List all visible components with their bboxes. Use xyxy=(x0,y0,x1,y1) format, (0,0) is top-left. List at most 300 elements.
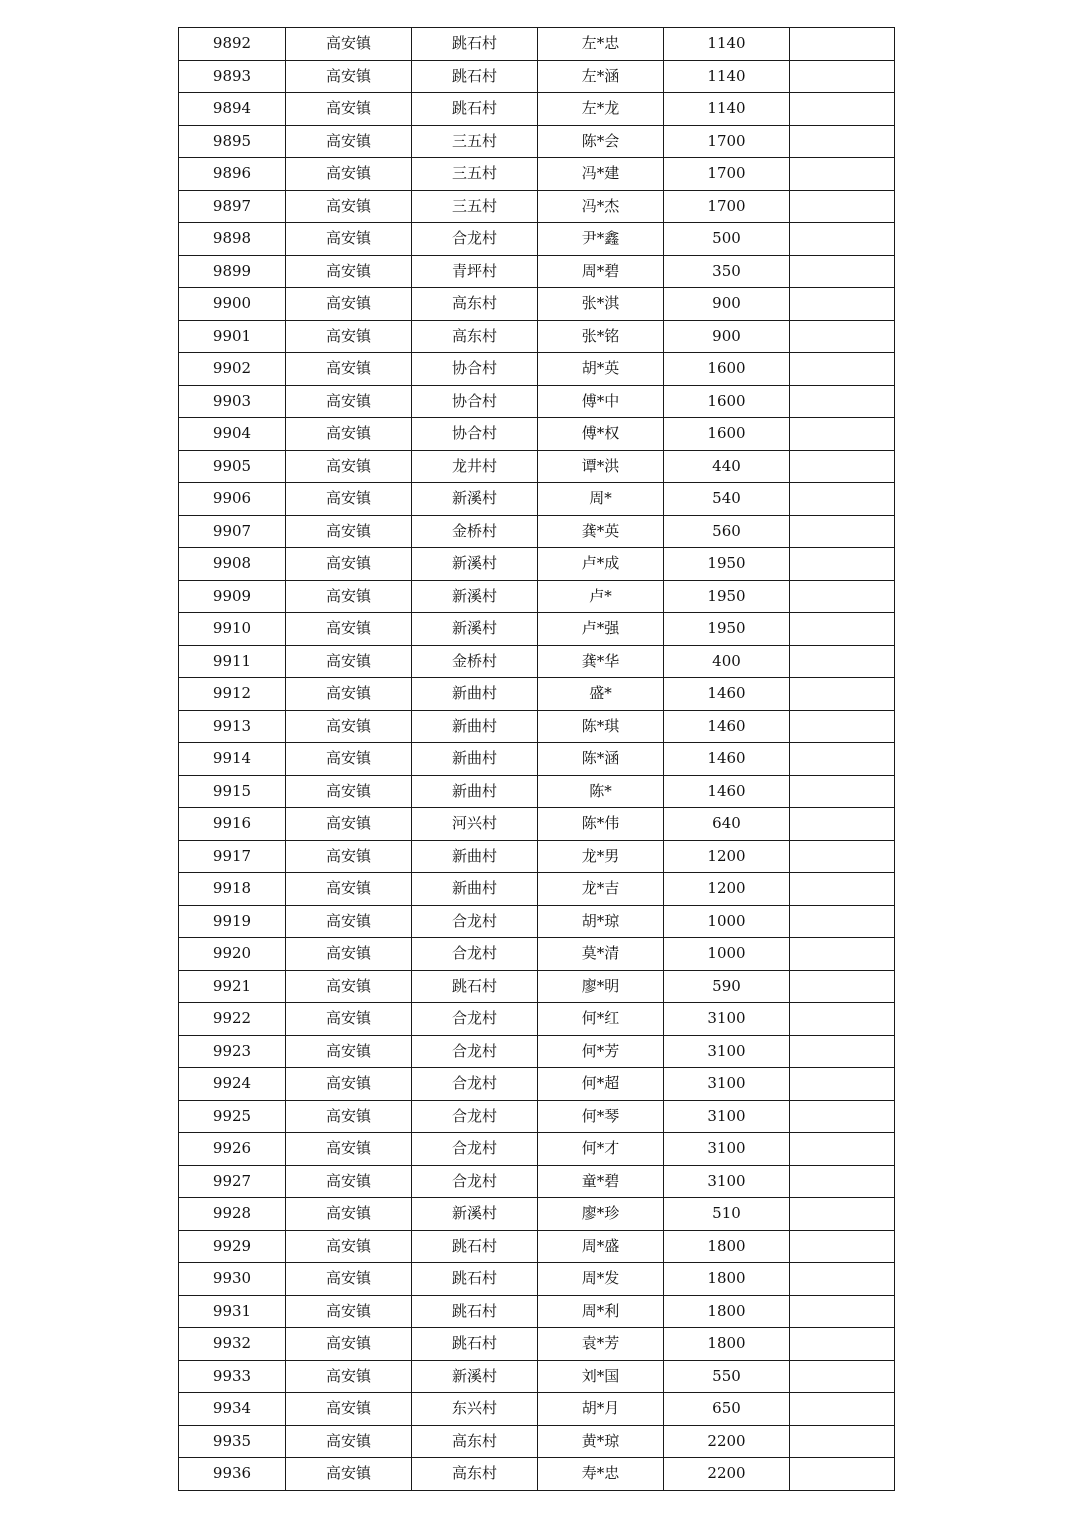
cell-note xyxy=(790,1295,895,1328)
table-row xyxy=(179,873,895,906)
cell-town: 高安镇 xyxy=(286,353,412,386)
cell-village: 金桥村 xyxy=(412,515,538,548)
cell-village: 高东村 xyxy=(412,1458,538,1491)
cell-name: 左*涵 xyxy=(538,60,664,93)
table-row xyxy=(179,743,895,776)
cell-name: 陈*会 xyxy=(538,125,664,158)
cell-town: 高安镇 xyxy=(286,613,412,646)
cell-amount: 3100 xyxy=(664,1100,790,1133)
cell-village: 新曲村 xyxy=(412,840,538,873)
cell-serial-number: 9920 xyxy=(179,938,286,971)
table-row xyxy=(179,970,895,1003)
cell-village: 青坪村 xyxy=(412,255,538,288)
cell-name: 龙*吉 xyxy=(538,873,664,906)
cell-amount: 900 xyxy=(664,288,790,321)
cell-amount: 1460 xyxy=(664,775,790,808)
cell-note xyxy=(790,970,895,1003)
cell-town: 高安镇 xyxy=(286,1360,412,1393)
cell-village: 新曲村 xyxy=(412,710,538,743)
cell-village: 高东村 xyxy=(412,320,538,353)
cell-serial-number: 9897 xyxy=(179,190,286,223)
table-row xyxy=(179,1425,895,1458)
cell-village: 跳石村 xyxy=(412,1230,538,1263)
cell-village: 新曲村 xyxy=(412,775,538,808)
cell-serial-number: 9924 xyxy=(179,1068,286,1101)
cell-town: 高安镇 xyxy=(286,548,412,581)
cell-serial-number: 9915 xyxy=(179,775,286,808)
cell-note xyxy=(790,678,895,711)
cell-amount: 3100 xyxy=(664,1068,790,1101)
cell-name: 左*龙 xyxy=(538,93,664,126)
cell-town: 高安镇 xyxy=(286,320,412,353)
cell-village: 东兴村 xyxy=(412,1393,538,1426)
cell-town: 高安镇 xyxy=(286,190,412,223)
cell-village: 合龙村 xyxy=(412,1035,538,1068)
cell-note xyxy=(790,353,895,386)
table-row xyxy=(179,1458,895,1491)
cell-name: 周*利 xyxy=(538,1295,664,1328)
cell-amount: 440 xyxy=(664,450,790,483)
cell-note xyxy=(790,580,895,613)
cell-name: 胡*英 xyxy=(538,353,664,386)
cell-serial-number: 9926 xyxy=(179,1133,286,1166)
cell-name: 左*忠 xyxy=(538,28,664,61)
cell-note xyxy=(790,1198,895,1231)
cell-name: 廖*珍 xyxy=(538,1198,664,1231)
cell-serial-number: 9934 xyxy=(179,1393,286,1426)
cell-note xyxy=(790,60,895,93)
cell-amount: 400 xyxy=(664,645,790,678)
cell-amount: 1460 xyxy=(664,678,790,711)
cell-amount: 1950 xyxy=(664,580,790,613)
cell-note xyxy=(790,385,895,418)
cell-note xyxy=(790,1035,895,1068)
table-row xyxy=(179,1198,895,1231)
cell-note xyxy=(790,1425,895,1458)
cell-town: 高安镇 xyxy=(286,710,412,743)
cell-village: 合龙村 xyxy=(412,223,538,256)
cell-amount: 510 xyxy=(664,1198,790,1231)
cell-note xyxy=(790,1165,895,1198)
cell-note xyxy=(790,548,895,581)
cell-town: 高安镇 xyxy=(286,1295,412,1328)
cell-serial-number: 9919 xyxy=(179,905,286,938)
cell-village: 协合村 xyxy=(412,418,538,451)
cell-village: 跳石村 xyxy=(412,970,538,1003)
cell-serial-number: 9921 xyxy=(179,970,286,1003)
cell-name: 冯*杰 xyxy=(538,190,664,223)
cell-name: 何*琴 xyxy=(538,1100,664,1133)
cell-town: 高安镇 xyxy=(286,385,412,418)
cell-amount: 1000 xyxy=(664,905,790,938)
cell-town: 高安镇 xyxy=(286,743,412,776)
cell-serial-number: 9927 xyxy=(179,1165,286,1198)
table-row xyxy=(179,808,895,841)
cell-town: 高安镇 xyxy=(286,288,412,321)
cell-serial-number: 9930 xyxy=(179,1263,286,1296)
cell-name: 龚*英 xyxy=(538,515,664,548)
cell-note xyxy=(790,320,895,353)
cell-amount: 1700 xyxy=(664,125,790,158)
cell-serial-number: 9933 xyxy=(179,1360,286,1393)
cell-amount: 1600 xyxy=(664,418,790,451)
cell-name: 尹*鑫 xyxy=(538,223,664,256)
cell-serial-number: 9909 xyxy=(179,580,286,613)
cell-note xyxy=(790,743,895,776)
table-row xyxy=(179,515,895,548)
cell-serial-number: 9893 xyxy=(179,60,286,93)
table-body xyxy=(179,28,895,1491)
cell-town: 高安镇 xyxy=(286,60,412,93)
cell-amount: 640 xyxy=(664,808,790,841)
cell-note xyxy=(790,1230,895,1263)
cell-town: 高安镇 xyxy=(286,1035,412,1068)
cell-name: 陈* xyxy=(538,775,664,808)
cell-village: 跳石村 xyxy=(412,1263,538,1296)
cell-amount: 3100 xyxy=(664,1133,790,1166)
cell-note xyxy=(790,775,895,808)
cell-serial-number: 9898 xyxy=(179,223,286,256)
cell-serial-number: 9908 xyxy=(179,548,286,581)
cell-note xyxy=(790,255,895,288)
cell-amount: 1460 xyxy=(664,710,790,743)
cell-note xyxy=(790,1328,895,1361)
cell-name: 袁*芳 xyxy=(538,1328,664,1361)
cell-name: 黄*琼 xyxy=(538,1425,664,1458)
cell-name: 卢* xyxy=(538,580,664,613)
cell-town: 高安镇 xyxy=(286,1425,412,1458)
cell-serial-number: 9923 xyxy=(179,1035,286,1068)
table-row xyxy=(179,1165,895,1198)
cell-village: 跳石村 xyxy=(412,93,538,126)
cell-serial-number: 9903 xyxy=(179,385,286,418)
cell-amount: 1200 xyxy=(664,873,790,906)
cell-village: 金桥村 xyxy=(412,645,538,678)
cell-name: 廖*明 xyxy=(538,970,664,1003)
cell-serial-number: 9917 xyxy=(179,840,286,873)
cell-village: 合龙村 xyxy=(412,938,538,971)
table-row xyxy=(179,710,895,743)
cell-town: 高安镇 xyxy=(286,1165,412,1198)
table-row xyxy=(179,353,895,386)
cell-serial-number: 9925 xyxy=(179,1100,286,1133)
cell-amount: 540 xyxy=(664,483,790,516)
cell-village: 河兴村 xyxy=(412,808,538,841)
cell-note xyxy=(790,873,895,906)
cell-amount: 1140 xyxy=(664,60,790,93)
cell-amount: 560 xyxy=(664,515,790,548)
cell-note xyxy=(790,905,895,938)
cell-name: 谭*洪 xyxy=(538,450,664,483)
cell-village: 新溪村 xyxy=(412,580,538,613)
cell-amount: 3100 xyxy=(664,1165,790,1198)
cell-village: 新溪村 xyxy=(412,483,538,516)
table-row xyxy=(179,288,895,321)
cell-village: 合龙村 xyxy=(412,1165,538,1198)
cell-name: 张*淇 xyxy=(538,288,664,321)
table-row xyxy=(179,223,895,256)
data-table xyxy=(178,27,895,1491)
cell-serial-number: 9895 xyxy=(179,125,286,158)
cell-serial-number: 9907 xyxy=(179,515,286,548)
cell-name: 张*铭 xyxy=(538,320,664,353)
table-row xyxy=(179,1003,895,1036)
cell-serial-number: 9918 xyxy=(179,873,286,906)
cell-town: 高安镇 xyxy=(286,970,412,1003)
cell-name: 莫*清 xyxy=(538,938,664,971)
cell-amount: 1950 xyxy=(664,613,790,646)
cell-name: 陈*涵 xyxy=(538,743,664,776)
table-row xyxy=(179,190,895,223)
cell-serial-number: 9901 xyxy=(179,320,286,353)
table-row xyxy=(179,158,895,191)
cell-note xyxy=(790,938,895,971)
cell-town: 高安镇 xyxy=(286,580,412,613)
table-row xyxy=(179,385,895,418)
table-row xyxy=(179,483,895,516)
cell-name: 盛* xyxy=(538,678,664,711)
cell-serial-number: 9935 xyxy=(179,1425,286,1458)
cell-serial-number: 9900 xyxy=(179,288,286,321)
cell-village: 协合村 xyxy=(412,385,538,418)
cell-village: 新曲村 xyxy=(412,873,538,906)
cell-note xyxy=(790,808,895,841)
cell-note xyxy=(790,223,895,256)
cell-town: 高安镇 xyxy=(286,938,412,971)
cell-note xyxy=(790,515,895,548)
cell-serial-number: 9896 xyxy=(179,158,286,191)
cell-village: 三五村 xyxy=(412,190,538,223)
table-row xyxy=(179,580,895,613)
cell-amount: 2200 xyxy=(664,1458,790,1491)
cell-serial-number: 9905 xyxy=(179,450,286,483)
cell-town: 高安镇 xyxy=(286,125,412,158)
cell-town: 高安镇 xyxy=(286,28,412,61)
cell-note xyxy=(790,190,895,223)
table-row xyxy=(179,60,895,93)
cell-village: 新溪村 xyxy=(412,1198,538,1231)
cell-note xyxy=(790,93,895,126)
cell-village: 合龙村 xyxy=(412,1100,538,1133)
cell-note xyxy=(790,1458,895,1491)
cell-amount: 1460 xyxy=(664,743,790,776)
table-row xyxy=(179,678,895,711)
cell-serial-number: 9929 xyxy=(179,1230,286,1263)
cell-town: 高安镇 xyxy=(286,840,412,873)
cell-village: 合龙村 xyxy=(412,1003,538,1036)
cell-village: 跳石村 xyxy=(412,1295,538,1328)
table-row xyxy=(179,1035,895,1068)
cell-town: 高安镇 xyxy=(286,1393,412,1426)
cell-amount: 2200 xyxy=(664,1425,790,1458)
table-row xyxy=(179,905,895,938)
cell-serial-number: 9916 xyxy=(179,808,286,841)
table-row xyxy=(179,1360,895,1393)
table-row xyxy=(179,548,895,581)
cell-name: 刘*国 xyxy=(538,1360,664,1393)
cell-town: 高安镇 xyxy=(286,905,412,938)
cell-town: 高安镇 xyxy=(286,483,412,516)
cell-village: 跳石村 xyxy=(412,1328,538,1361)
cell-town: 高安镇 xyxy=(286,1230,412,1263)
cell-note xyxy=(790,613,895,646)
cell-amount: 590 xyxy=(664,970,790,1003)
cell-note xyxy=(790,288,895,321)
cell-serial-number: 9892 xyxy=(179,28,286,61)
cell-note xyxy=(790,450,895,483)
cell-town: 高安镇 xyxy=(286,1458,412,1491)
cell-town: 高安镇 xyxy=(286,223,412,256)
table-row xyxy=(179,1133,895,1166)
cell-serial-number: 9911 xyxy=(179,645,286,678)
cell-name: 何*超 xyxy=(538,1068,664,1101)
cell-town: 高安镇 xyxy=(286,158,412,191)
cell-amount: 1600 xyxy=(664,385,790,418)
cell-name: 周*盛 xyxy=(538,1230,664,1263)
cell-amount: 1700 xyxy=(664,190,790,223)
cell-village: 新曲村 xyxy=(412,743,538,776)
cell-amount: 1200 xyxy=(664,840,790,873)
cell-amount: 1000 xyxy=(664,938,790,971)
table-row xyxy=(179,1393,895,1426)
cell-town: 高安镇 xyxy=(286,418,412,451)
cell-serial-number: 9932 xyxy=(179,1328,286,1361)
cell-serial-number: 9904 xyxy=(179,418,286,451)
cell-note xyxy=(790,645,895,678)
table-row xyxy=(179,255,895,288)
table-row xyxy=(179,938,895,971)
table-row xyxy=(179,320,895,353)
cell-town: 高安镇 xyxy=(286,775,412,808)
cell-note xyxy=(790,125,895,158)
cell-amount: 1600 xyxy=(664,353,790,386)
cell-town: 高安镇 xyxy=(286,645,412,678)
cell-name: 陈*琪 xyxy=(538,710,664,743)
cell-amount: 1140 xyxy=(664,28,790,61)
table-row xyxy=(179,1230,895,1263)
cell-village: 新溪村 xyxy=(412,548,538,581)
cell-village: 三五村 xyxy=(412,125,538,158)
table-row xyxy=(179,645,895,678)
cell-town: 高安镇 xyxy=(286,1068,412,1101)
cell-serial-number: 9922 xyxy=(179,1003,286,1036)
cell-serial-number: 9899 xyxy=(179,255,286,288)
cell-amount: 3100 xyxy=(664,1035,790,1068)
cell-village: 三五村 xyxy=(412,158,538,191)
cell-name: 周* xyxy=(538,483,664,516)
cell-name: 周*发 xyxy=(538,1263,664,1296)
table-row xyxy=(179,1100,895,1133)
cell-note xyxy=(790,1133,895,1166)
cell-amount: 1800 xyxy=(664,1230,790,1263)
cell-town: 高安镇 xyxy=(286,808,412,841)
cell-serial-number: 9914 xyxy=(179,743,286,776)
cell-town: 高安镇 xyxy=(286,1133,412,1166)
cell-name: 何*红 xyxy=(538,1003,664,1036)
cell-serial-number: 9902 xyxy=(179,353,286,386)
cell-note xyxy=(790,1393,895,1426)
cell-amount: 1800 xyxy=(664,1295,790,1328)
cell-town: 高安镇 xyxy=(286,873,412,906)
cell-serial-number: 9913 xyxy=(179,710,286,743)
cell-serial-number: 9928 xyxy=(179,1198,286,1231)
cell-note xyxy=(790,483,895,516)
cell-name: 寿*忠 xyxy=(538,1458,664,1491)
cell-town: 高安镇 xyxy=(286,1100,412,1133)
cell-town: 高安镇 xyxy=(286,1263,412,1296)
cell-town: 高安镇 xyxy=(286,515,412,548)
cell-name: 胡*月 xyxy=(538,1393,664,1426)
cell-name: 何*才 xyxy=(538,1133,664,1166)
table-row xyxy=(179,450,895,483)
cell-village: 合龙村 xyxy=(412,1133,538,1166)
cell-amount: 500 xyxy=(664,223,790,256)
cell-note xyxy=(790,840,895,873)
table-row xyxy=(179,1263,895,1296)
cell-amount: 3100 xyxy=(664,1003,790,1036)
cell-name: 卢*成 xyxy=(538,548,664,581)
cell-town: 高安镇 xyxy=(286,1328,412,1361)
cell-name: 陈*伟 xyxy=(538,808,664,841)
cell-name: 卢*强 xyxy=(538,613,664,646)
cell-name: 龙*男 xyxy=(538,840,664,873)
cell-note xyxy=(790,1003,895,1036)
table-row xyxy=(179,1295,895,1328)
cell-note xyxy=(790,1360,895,1393)
cell-note xyxy=(790,1263,895,1296)
cell-serial-number: 9894 xyxy=(179,93,286,126)
cell-serial-number: 9931 xyxy=(179,1295,286,1328)
table-row xyxy=(179,418,895,451)
cell-amount: 1950 xyxy=(664,548,790,581)
cell-name: 龚*华 xyxy=(538,645,664,678)
table-row xyxy=(179,775,895,808)
cell-village: 跳石村 xyxy=(412,28,538,61)
cell-name: 童*碧 xyxy=(538,1165,664,1198)
cell-village: 龙井村 xyxy=(412,450,538,483)
cell-name: 胡*琼 xyxy=(538,905,664,938)
cell-note xyxy=(790,158,895,191)
cell-town: 高安镇 xyxy=(286,93,412,126)
table-row xyxy=(179,1068,895,1101)
cell-village: 协合村 xyxy=(412,353,538,386)
cell-town: 高安镇 xyxy=(286,1003,412,1036)
table-row xyxy=(179,93,895,126)
cell-amount: 1140 xyxy=(664,93,790,126)
table-row xyxy=(179,840,895,873)
cell-amount: 900 xyxy=(664,320,790,353)
cell-name: 傅*权 xyxy=(538,418,664,451)
cell-serial-number: 9910 xyxy=(179,613,286,646)
cell-town: 高安镇 xyxy=(286,678,412,711)
cell-note xyxy=(790,28,895,61)
cell-village: 新曲村 xyxy=(412,678,538,711)
cell-serial-number: 9912 xyxy=(179,678,286,711)
table-row xyxy=(179,613,895,646)
table-row xyxy=(179,125,895,158)
cell-village: 合龙村 xyxy=(412,905,538,938)
cell-amount: 650 xyxy=(664,1393,790,1426)
cell-town: 高安镇 xyxy=(286,255,412,288)
table-row xyxy=(179,28,895,61)
table-row xyxy=(179,1328,895,1361)
cell-note xyxy=(790,418,895,451)
cell-village: 高东村 xyxy=(412,1425,538,1458)
cell-note xyxy=(790,710,895,743)
cell-note xyxy=(790,1100,895,1133)
cell-name: 何*芳 xyxy=(538,1035,664,1068)
cell-town: 高安镇 xyxy=(286,450,412,483)
